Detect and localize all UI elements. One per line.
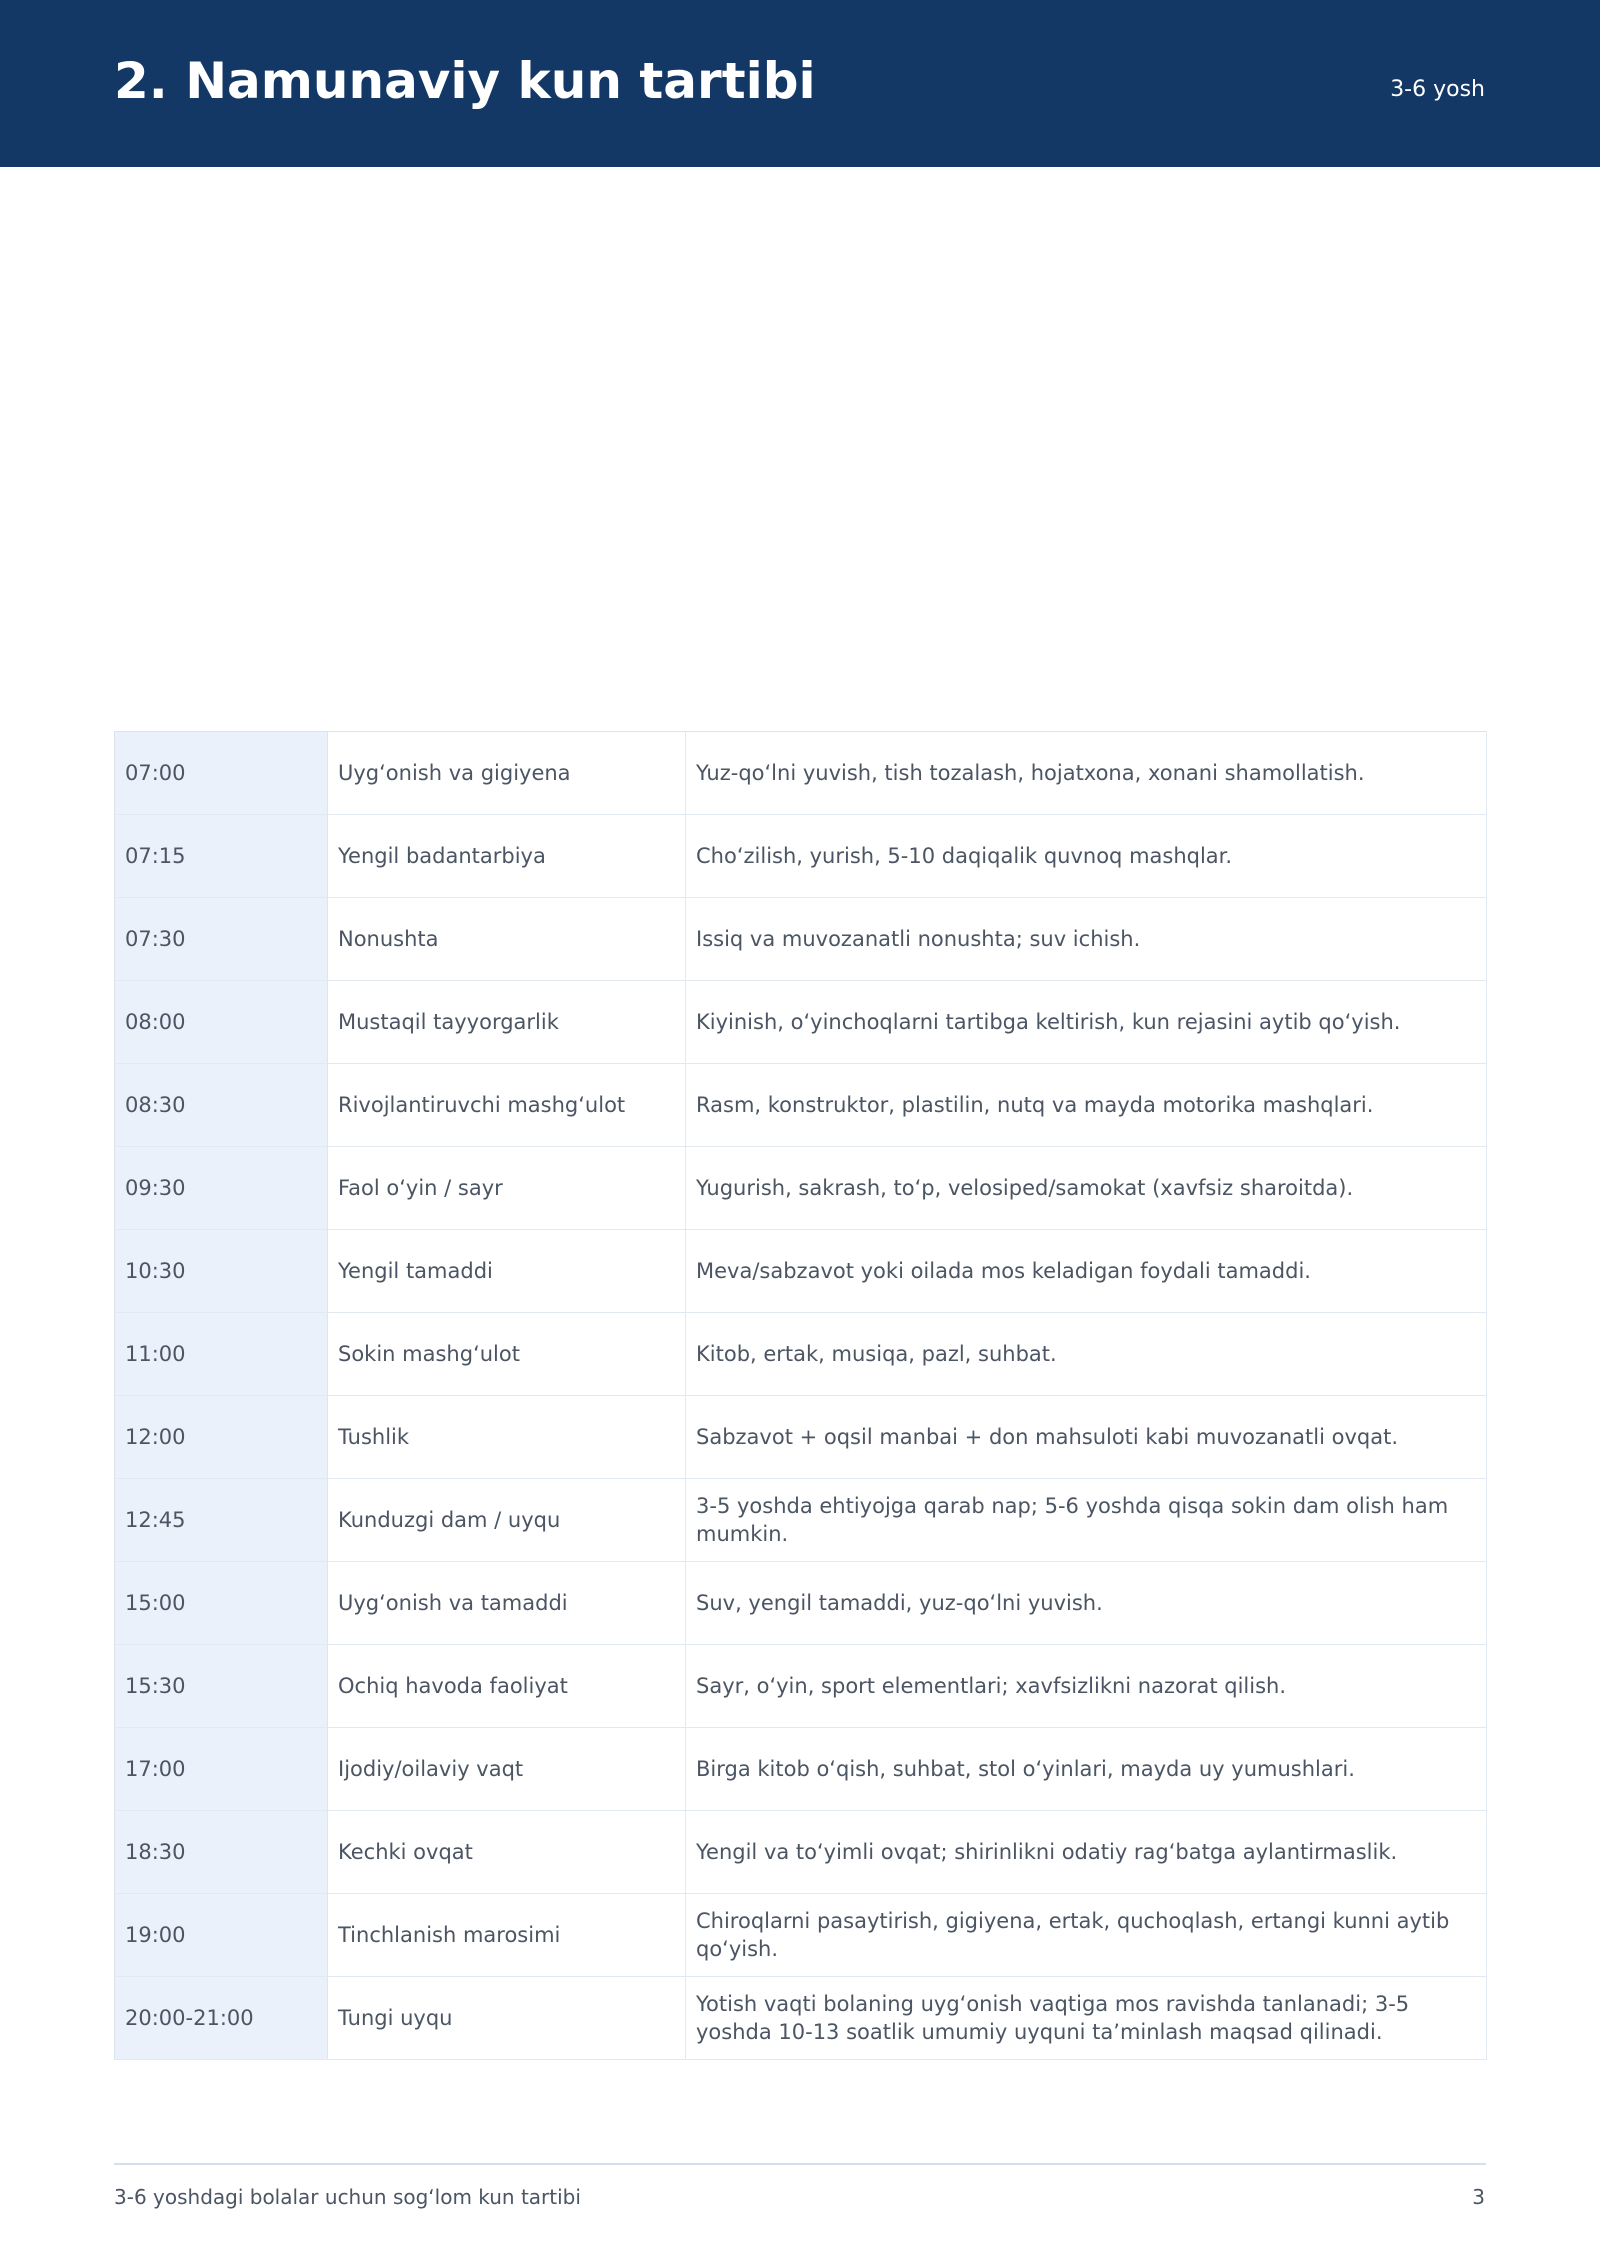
description-cell: Suv, yengil tamaddi, yuz-qoʻlni yuvish.: [686, 1562, 1487, 1645]
activity-cell: Kunduzgi dam / uyqu: [328, 1479, 686, 1562]
time-cell: 15:30: [115, 1645, 328, 1728]
time-cell: 07:15: [115, 815, 328, 898]
table-row: [115, 1479, 1487, 1562]
activity-cell: Kechki ovqat: [328, 1811, 686, 1894]
description-cell: Kitob, ertak, musiqa, pazl, suhbat.: [686, 1313, 1487, 1396]
table-row: [115, 1230, 1487, 1313]
daily-schedule-table: [114, 731, 1487, 2060]
table-row: [115, 1894, 1487, 1977]
description-cell: Sayr, oʻyin, sport elementlari; xavfsizlikni nazorat qilish.: [686, 1645, 1487, 1728]
activity-cell: Sokin mashgʻulot: [328, 1313, 686, 1396]
description-cell: Rasm, konstruktor, plastilin, nutq va mayda motorika mashqlari.: [686, 1064, 1487, 1147]
activity-cell: Yengil badantarbiya: [328, 815, 686, 898]
time-cell: 11:00: [115, 1313, 328, 1396]
activity-cell: Ochiq havoda faoliyat: [328, 1645, 686, 1728]
table-row: [115, 1147, 1487, 1230]
activity-cell: Uygʻonish va tamaddi: [328, 1562, 686, 1645]
description-cell: Yotish vaqti bolaning uygʻonish vaqtiga mos ravishda tanlanadi; 3-5 yoshda 10-13 soatlik umumiy uyquni taʼminlash maqsad qilinadi.: [686, 1977, 1487, 2060]
time-cell: 07:00: [115, 732, 328, 815]
time-cell: 12:00: [115, 1396, 328, 1479]
time-cell: 08:30: [115, 1064, 328, 1147]
age-range-label: 3-6 yosh: [1390, 77, 1485, 102]
description-cell: Meva/sabzavot yoki oilada mos keladigan foydali tamaddi.: [686, 1230, 1487, 1313]
table-row: [115, 1313, 1487, 1396]
time-cell: 10:30: [115, 1230, 328, 1313]
footer-document-title: 3-6 yoshdagi bolalar uchun sogʻlom kun tartibi: [114, 2185, 581, 2209]
activity-cell: Ijodiy/oilaviy vaqt: [328, 1728, 686, 1811]
table-row: [115, 1064, 1487, 1147]
time-cell: 20:00-21:00: [115, 1977, 328, 2060]
footer-divider: [114, 2163, 1486, 2165]
page-header: [0, 0, 1600, 167]
table-row: [115, 981, 1487, 1064]
description-cell: Chiroqlarni pasaytirish, gigiyena, ertak, quchoqlash, ertangi kunni aytib qoʻyish.: [686, 1894, 1487, 1977]
table-row: [115, 1811, 1487, 1894]
table-row: [115, 1977, 1487, 2060]
activity-cell: Tungi uyqu: [328, 1977, 686, 2060]
description-cell: Choʻzilish, yurish, 5-10 daqiqalik quvnoq mashqlar.: [686, 815, 1487, 898]
time-cell: 17:00: [115, 1728, 328, 1811]
table-row: [115, 732, 1487, 815]
table-row: [115, 1645, 1487, 1728]
time-cell: 18:30: [115, 1811, 328, 1894]
time-cell: 07:30: [115, 898, 328, 981]
description-cell: Birga kitob oʻqish, suhbat, stol oʻyinlari, mayda uy yumushlari.: [686, 1728, 1487, 1811]
table-row: [115, 815, 1487, 898]
description-cell: Kiyinish, oʻyinchoqlarni tartibga keltirish, kun rejasini aytib qoʻyish.: [686, 981, 1487, 1064]
page-title: 2. Namunaviy kun tartibi: [114, 52, 816, 110]
description-cell: Sabzavot + oqsil manbai + don mahsuloti kabi muvozanatli ovqat.: [686, 1396, 1487, 1479]
table-row: [115, 1728, 1487, 1811]
activity-cell: Uygʻonish va gigiyena: [328, 732, 686, 815]
description-cell: Yuz-qoʻlni yuvish, tish tozalash, hojatxona, xonani shamollatish.: [686, 732, 1487, 815]
description-cell: Yengil va toʻyimli ovqat; shirinlikni odatiy ragʻbatga aylantirmaslik.: [686, 1811, 1487, 1894]
time-cell: 12:45: [115, 1479, 328, 1562]
description-cell: Yugurish, sakrash, toʻp, velosiped/samokat (xavfsiz sharoitda).: [686, 1147, 1487, 1230]
time-cell: 15:00: [115, 1562, 328, 1645]
description-cell: 3-5 yoshda ehtiyojga qarab nap; 5-6 yoshda qisqa sokin dam olish ham mumkin.: [686, 1479, 1487, 1562]
activity-cell: Rivojlantiruvchi mashgʻulot: [328, 1064, 686, 1147]
table-row: [115, 1562, 1487, 1645]
activity-cell: Tushlik: [328, 1396, 686, 1479]
time-cell: 19:00: [115, 1894, 328, 1977]
table-row: [115, 898, 1487, 981]
activity-cell: Yengil tamaddi: [328, 1230, 686, 1313]
page-number: 3: [1472, 2185, 1485, 2209]
activity-cell: Nonushta: [328, 898, 686, 981]
time-cell: 09:30: [115, 1147, 328, 1230]
activity-cell: Faol oʻyin / sayr: [328, 1147, 686, 1230]
activity-cell: Mustaqil tayyorgarlik: [328, 981, 686, 1064]
time-cell: 08:00: [115, 981, 328, 1064]
activity-cell: Tinchlanish marosimi: [328, 1894, 686, 1977]
description-cell: Issiq va muvozanatli nonushta; suv ichish.: [686, 898, 1487, 981]
table-row: [115, 1396, 1487, 1479]
